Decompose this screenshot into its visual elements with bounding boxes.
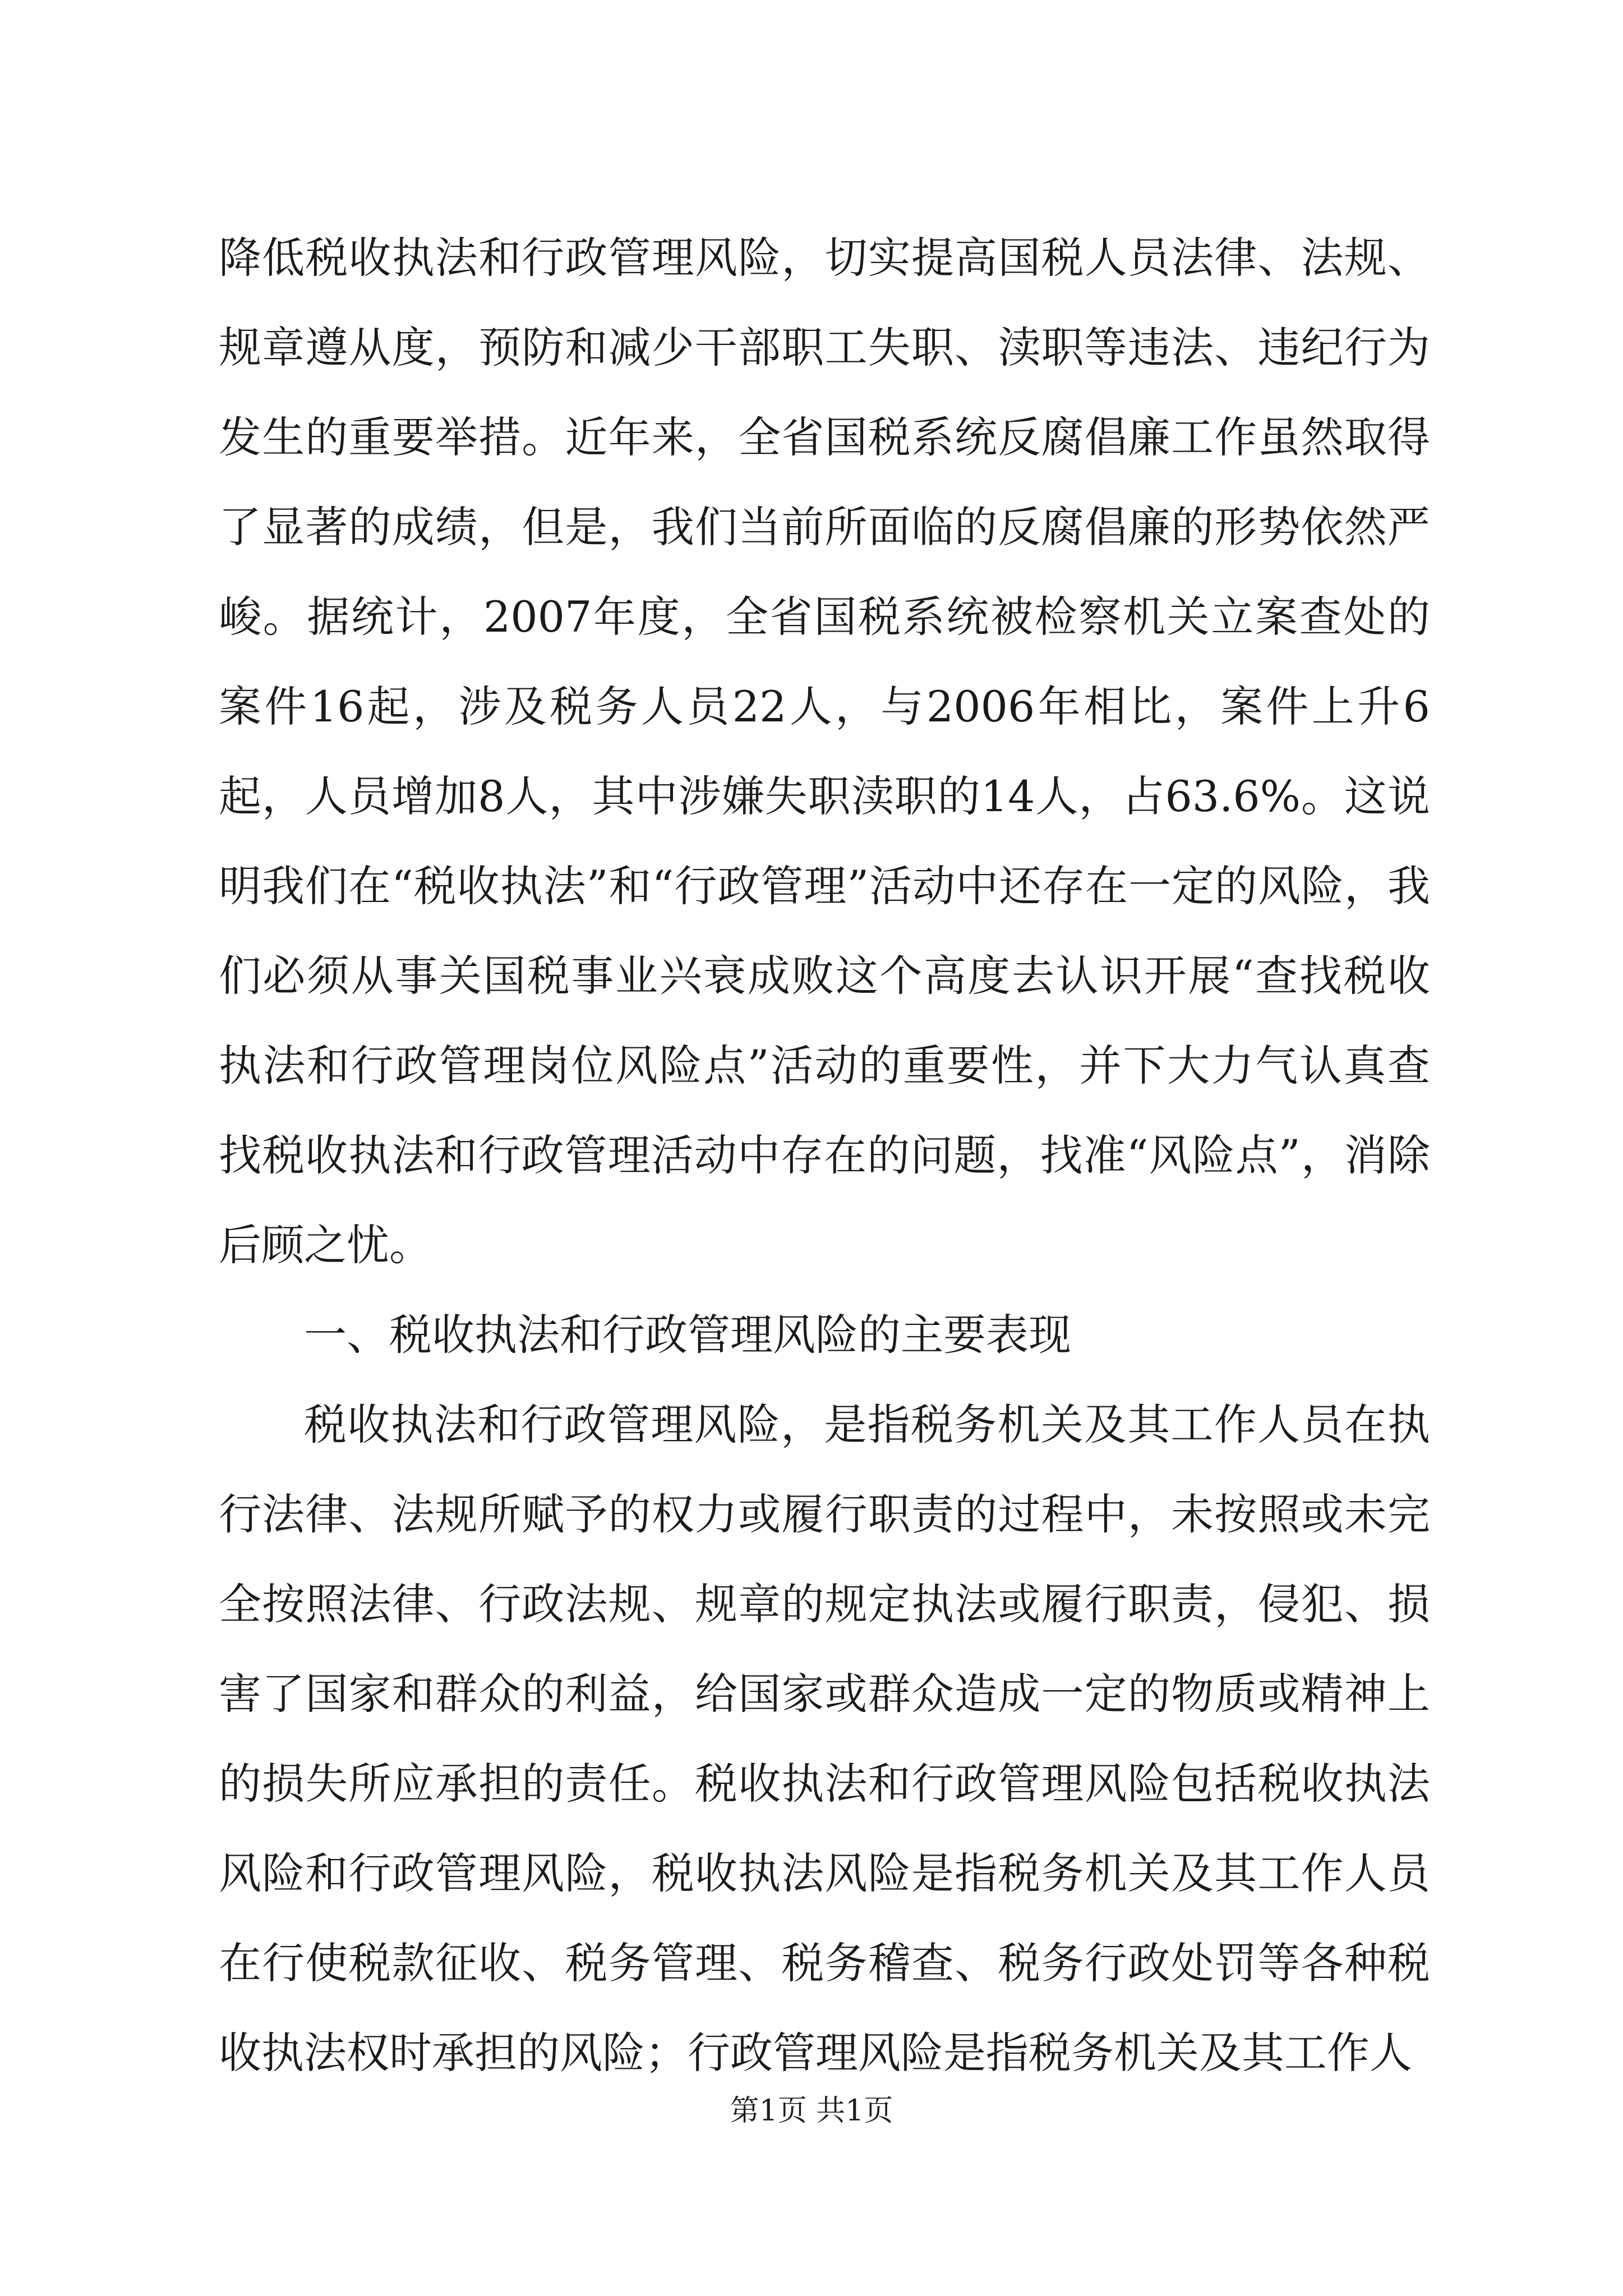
page-footer: 第1页 共1页 [730, 2094, 893, 2128]
paragraph-definition: 税收执法和行政管理风险，是指税务机关及其工作人员在执行法律、法规所赋予的权力或履行职责的过程中，未按照或未完全按照法律、行政法规、规章的规定执法或履行职责，侵犯、损害了国家和群众的利益，给国家或群众造成一定的物质或精神上的损失所应承担的责任。税收执法和行政管理风险包括税收执法风险和行政管理风险，税收执法风险是指税务机关及其工作人员在行使税款征收、税务管理、税务稽查、税务行政处罚等各种税收执法权时承担的风险；行政管理风险是指税务机关及其工作人 [219, 1400, 1430, 2078]
paragraph-intro: 降低税收执法和行政管理风险，切实提高国税人员法律、法规、规章遵从度，预防和减少干部职工失职、渎职等违法、违纪行为发生的重要举措。近年来，全省国税系统反腐倡廉工作虽然取得了显著的成绩，但是，我们当前所面临的反腐倡廉的形势依然严峻。据统计，2007年度，全省国税系统被检察机关立案查处的案件16起，涉及税务人员22人，与2006年相比，案件上升6起，人员增加8人，其中涉嫌失职渎职的14人，占63.6%。这说明我们在“税收执法”和“行政管理”活动中还存在一定的风险，我们必须从事关国税事业兴衰成败这个高度去认识开展“查找税收执法和行政管理岗位风险点”活动的重要性，并下大力气认真查找税收执法和行政管理活动中存在的问题，找准“风险点”，消除后顾之忧。 [219, 233, 1430, 1270]
document-body [219, 213, 1430, 2098]
section-heading: 一、税收执法和行政管理风险的主要表现 [304, 1310, 1071, 1360]
